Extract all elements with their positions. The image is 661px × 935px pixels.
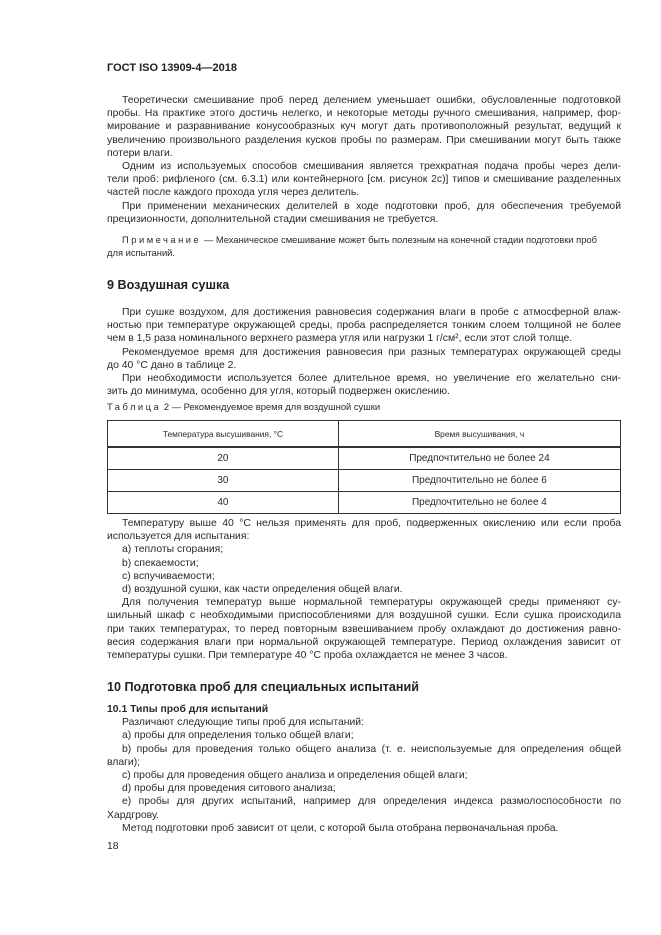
paragraph-line: тели проб: рифленого (см. 6.3.1) или контейнерного [см. рисунок 2с)] типов и смешивание разделенных bbox=[107, 174, 621, 186]
paragraph-line: при таких температурах, то перед повторным взвешиванием пробу охлаждают до достижения равно- bbox=[107, 623, 621, 635]
paragraph-line: чем в 1,5 раза номинального верхнего размера угля или нагрузки 1 г/см², если этот слой толще. bbox=[107, 333, 573, 345]
paragraph-line: Для получения температур выше нормальной температуры окружающей среды применяют су- bbox=[122, 597, 621, 609]
note-label: Примечание bbox=[122, 233, 202, 245]
table-cell: 30 bbox=[108, 470, 339, 492]
paragraph-line: температуры сушки. При температуре 40 °С проба охлаждается не менее 3 часов. bbox=[107, 649, 508, 661]
paragraph-line: Различают следующие типы проб для испытаний: bbox=[122, 717, 364, 729]
list-item: b) спекаемости; bbox=[122, 557, 199, 569]
paragraph-line: Температуру выше 40 °С нельзя применять для проб, подверженных окислению или если проба bbox=[122, 518, 621, 529]
table-row bbox=[108, 447, 621, 470]
list-item: c) вспучиваемости; bbox=[122, 570, 215, 582]
list-item: влаги); bbox=[107, 756, 141, 768]
paragraph-line: При применении механических делителей в ходе подготовки проб, для обеспечения требуемой bbox=[122, 200, 621, 212]
paragraph-line: шильный шкаф с необходимыми приспособлениями для воздушной сушки. Если сушка происходила bbox=[107, 610, 621, 622]
list-item: c) пробы для проведения общего анализа и определения общей влаги; bbox=[122, 769, 468, 781]
paragraph-line: Метод подготовки проб зависит от цели, с которой была отобрана первоначальная проба. bbox=[122, 822, 559, 834]
paragraph-line: увеличению произвольного разделения кусков пробы по размерам. При смешивании могут быть также bbox=[107, 134, 621, 146]
table-caption-text: 2 — Рекомендуемое время для воздушной сушки bbox=[163, 401, 381, 413]
note-text: — Механическое смешивание может быть полезным на конечной стадии подготовки проб bbox=[203, 233, 598, 245]
paragraph-line: пробы. На практике этого достичь нелегко, и некоторые методы ручного смешивания, например, фор- bbox=[107, 108, 621, 120]
list-item: a) теплоты сгорания; bbox=[122, 544, 224, 556]
page-number: 18 bbox=[107, 841, 119, 852]
paragraph-line: используется для испытания: bbox=[107, 531, 250, 543]
table-header: Время высушивания, ч bbox=[338, 421, 620, 448]
paragraph-line: При сушке воздухом, для достижения равновесия содержания влаги в пробе с атмосферной влаж- bbox=[122, 307, 621, 318]
table-cell: Предпочтительно не более 24 bbox=[338, 447, 620, 470]
note-line: для испытаний. bbox=[107, 247, 176, 259]
paragraph-line: мирование и разравнивание конусообразных куч могут дать противоположный результат, ведущий к bbox=[107, 121, 621, 133]
table-header: Температура высушивания, °С bbox=[108, 421, 339, 448]
paragraph-line: Рекомендуемое время для достижения равновесия при разных температурах окружающей среды bbox=[122, 346, 621, 358]
intro-text bbox=[107, 94, 621, 259]
table-cell: 40 bbox=[108, 492, 339, 514]
paragraph-line: потери влаги. bbox=[107, 147, 173, 159]
section-10-heading: 10 Подготовка проб для специальных испытаний bbox=[107, 680, 419, 694]
paragraph-line: При необходимости используется более длительное время, но увеличение его желательно сни- bbox=[122, 372, 621, 384]
paragraph-line: ностью при температуре окружающей среды, проба распределяется тонким слоем толщиной не более bbox=[107, 320, 621, 332]
section-10-text bbox=[107, 703, 621, 835]
table-header-row bbox=[108, 421, 621, 448]
section-9-continued bbox=[107, 517, 621, 662]
list-item: a) пробы для определения только общей влаги; bbox=[122, 730, 354, 742]
note-line bbox=[107, 233, 621, 246]
list-item: e) пробы для других испытаний, например для определения индекса размолоспособности по bbox=[122, 796, 621, 808]
table-caption bbox=[107, 400, 621, 413]
list-item: d) пробы для проведения ситового анализа; bbox=[122, 783, 336, 795]
paragraph-line: до 40 °С дано в таблице 2. bbox=[107, 359, 237, 371]
paragraph-line: весия содержания влаги при нормальной окружающей температуре. Период охлаждения зависит от bbox=[107, 636, 621, 648]
table-label: Таблица bbox=[107, 401, 162, 413]
subsection-heading: 10.1 Типы проб для испытаний bbox=[107, 704, 269, 715]
paragraph-line: Теоретически смешивание проб перед делением уменьшает ошибки, обусловленные подготовкой bbox=[122, 95, 621, 106]
table-row bbox=[108, 470, 621, 492]
list-item: b) пробы для проведения только общего анализа (т. е. неиспользуемые для определения общей bbox=[122, 743, 621, 755]
section-9-heading: 9 Воздушная сушка bbox=[107, 278, 230, 292]
list-item: d) воздушной сушки, как части определения общей влаги. bbox=[122, 583, 403, 595]
table-row bbox=[108, 492, 621, 514]
paragraph-line: Одним из используемых способов смешивания является трехкратная подача пробы через дели- bbox=[122, 160, 621, 172]
table-cell: 20 bbox=[108, 447, 339, 470]
paragraph-line: частей после каждого прохода угля через делитель. bbox=[107, 187, 360, 199]
drying-time-table bbox=[107, 420, 621, 514]
table-cell: Предпочтительно не более 6 bbox=[338, 470, 620, 492]
paragraph-line: прецизионности, дополнительной стадии смешивания не требуется. bbox=[107, 213, 439, 225]
table-cell: Предпочтительно не более 4 bbox=[338, 492, 620, 514]
section-9-text bbox=[107, 306, 621, 414]
paragraph-line: зить до минимума, особенно для угля, который подвержен окислению. bbox=[107, 386, 450, 398]
document-header: ГОСТ ISO 13909-4—2018 bbox=[107, 62, 237, 74]
list-item: Хардгрову. bbox=[107, 809, 159, 821]
